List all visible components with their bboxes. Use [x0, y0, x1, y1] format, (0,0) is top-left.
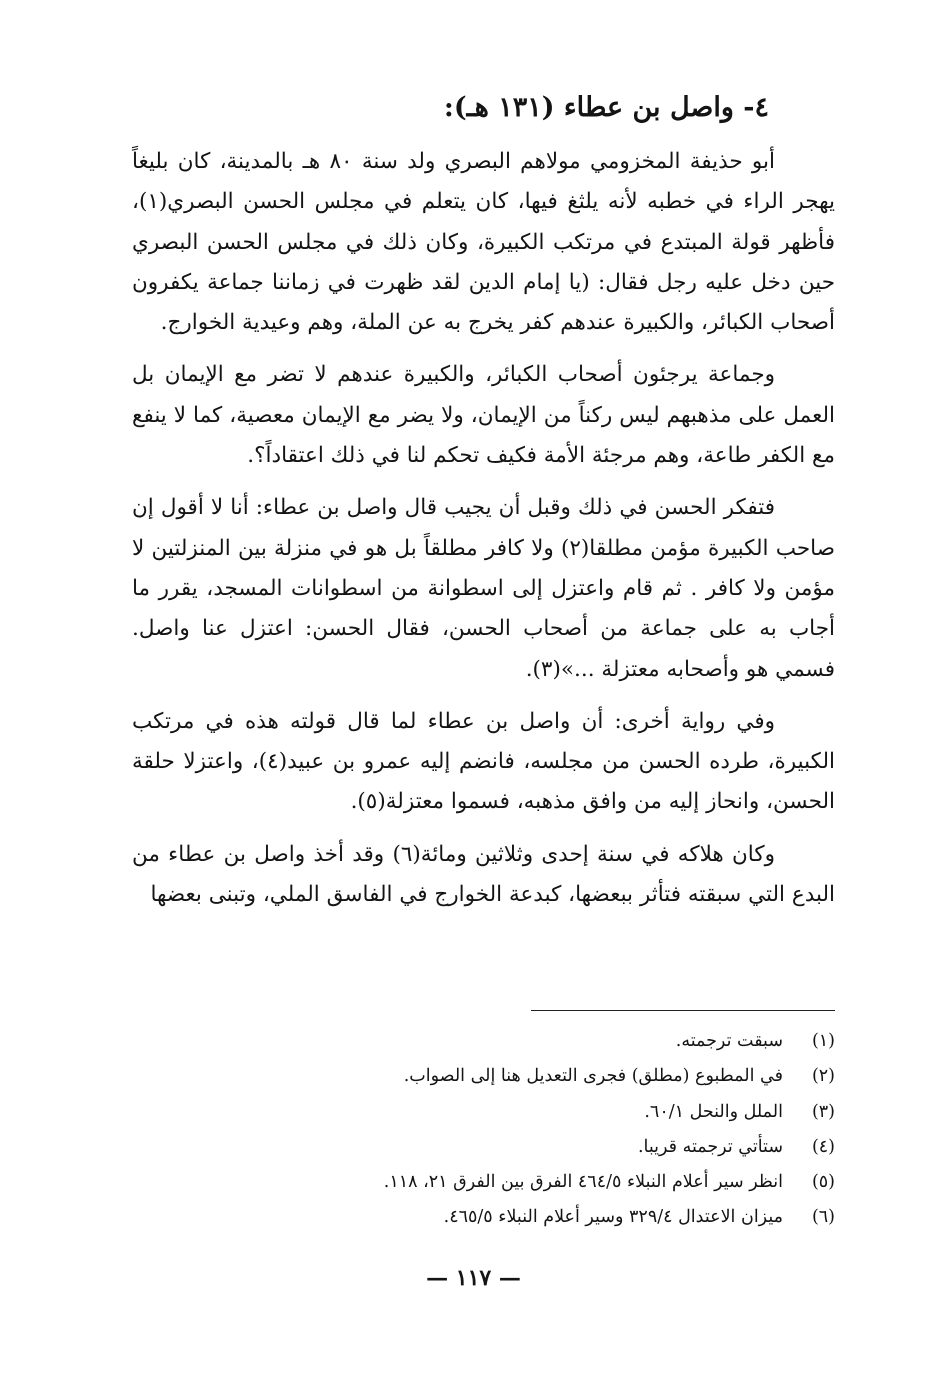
footnote-item	[140, 1200, 835, 1235]
footnote-item	[140, 1095, 835, 1130]
footnote-text: الملل والنحل ٦٠/١.	[644, 1101, 783, 1122]
footnote-text: في المطبوع (مطلق) فجرى التعديل هنا إلى الصواب.	[403, 1066, 783, 1087]
paragraph: وجماعة يرجئون أصحاب الكبائر، والكبيرة عندهم لا تضر مع الإيمان بل العمل على مذهبهم ليس ركناً من الإيمان، ولا يضر مع الإيمان معصية، كما لا ينفع مع الكفر طاعة، وهم مرجئة الأمة فكيف تحكم لنا في ذلك اعتقاداً؟.	[132, 362, 835, 469]
section-heading: ٤- واصل بن عطاء (١٣١ هـ):	[443, 92, 769, 123]
paragraph: وكان هلاكه في سنة إحدى وثلاثين ومائة(٦) وقد أخذ واصل بن عطاء من البدع التي سبقته فتأثر ببعضها، كبدعة الخوارج في الفاسق الملي، وتبنى بعضها	[132, 841, 835, 908]
footnote-text: ستأتي ترجمته قريبا.	[637, 1136, 783, 1157]
footnote-number: (٦)	[811, 1207, 835, 1228]
paragraph: أبو حذيفة المخزومي مولاهم البصري ولد سنة ٨٠ هـ بالمدينة، كان بليغاً يهجر الراء في خطبه لأنه يلثغ فيها، كان يتعلم في مجلس الحسن البصري(١)، فأظهر قولة المبتدع في مرتكب الكبيرة، وكان ذلك في مجلس الحسن البصري حين دخل عليه رجل فقال: (يا إمام الدين لقد ظهرت في زماننا جماعة يكفرون أصحاب الكبائر، والكبيرة عندهم كفر يخرج به عن الملة، وهم وعيدية الخوارج.	[132, 149, 835, 336]
footnote-number: (٥)	[811, 1172, 835, 1193]
footnote-item	[140, 1165, 835, 1200]
footnote-divider	[531, 1010, 835, 1011]
footnote-number: (٣)	[811, 1101, 835, 1122]
paragraph: فتفكر الحسن في ذلك وقبل أن يجيب قال واصل بن عطاء: أنا لا أقول إن صاحب الكبيرة مؤمن مطلقا(٢) ولا كافر مطلقاً بل هو في منزلة بين المنزلتين لا مؤمن ولا كافر . ثم قام واعتزل إلى اسطوانة من اسطوانات المسجد، يقرر ما أجاب به على جماعة من أصحاب الحسن، فقال الحسن: اعتزل عنا واصل. فسمي هو وأصحابه معتزلة ...»(٣).	[132, 495, 835, 682]
page-number: — ١١٧ —	[426, 1265, 521, 1291]
footnote-number: (٤)	[811, 1136, 835, 1157]
footnotes	[140, 1024, 835, 1236]
footnote-number: (١)	[811, 1031, 835, 1051]
footnote-text: انظر سير أعلام النبلاء ٤٦٤/٥ الفرق بين الفرق ٢١، ١١٨.	[383, 1172, 783, 1193]
footnote-text: ميزان الاعتدال ٣٢٩/٤ وسير أعلام النبلاء ٤٦٥/٥.	[443, 1207, 783, 1228]
footnote-item	[140, 1024, 835, 1059]
body-text	[132, 142, 835, 927]
paragraph: وفي رواية أخرى: أن واصل بن عطاء لما قال قولته هذه في مرتكب الكبيرة، طرده الحسن من مجلسه، فانضم إليه عمرو بن عبيد(٤)، واعتزلا حلقة الحسن، وانحاز إليه من وافق مذهبه، فسموا معتزلة(٥).	[132, 708, 835, 815]
footnote-item	[140, 1059, 835, 1094]
footnote-text: سبقت ترجمته.	[675, 1031, 783, 1051]
footnote-number: (٢)	[811, 1066, 835, 1087]
footnote-item	[140, 1130, 835, 1165]
